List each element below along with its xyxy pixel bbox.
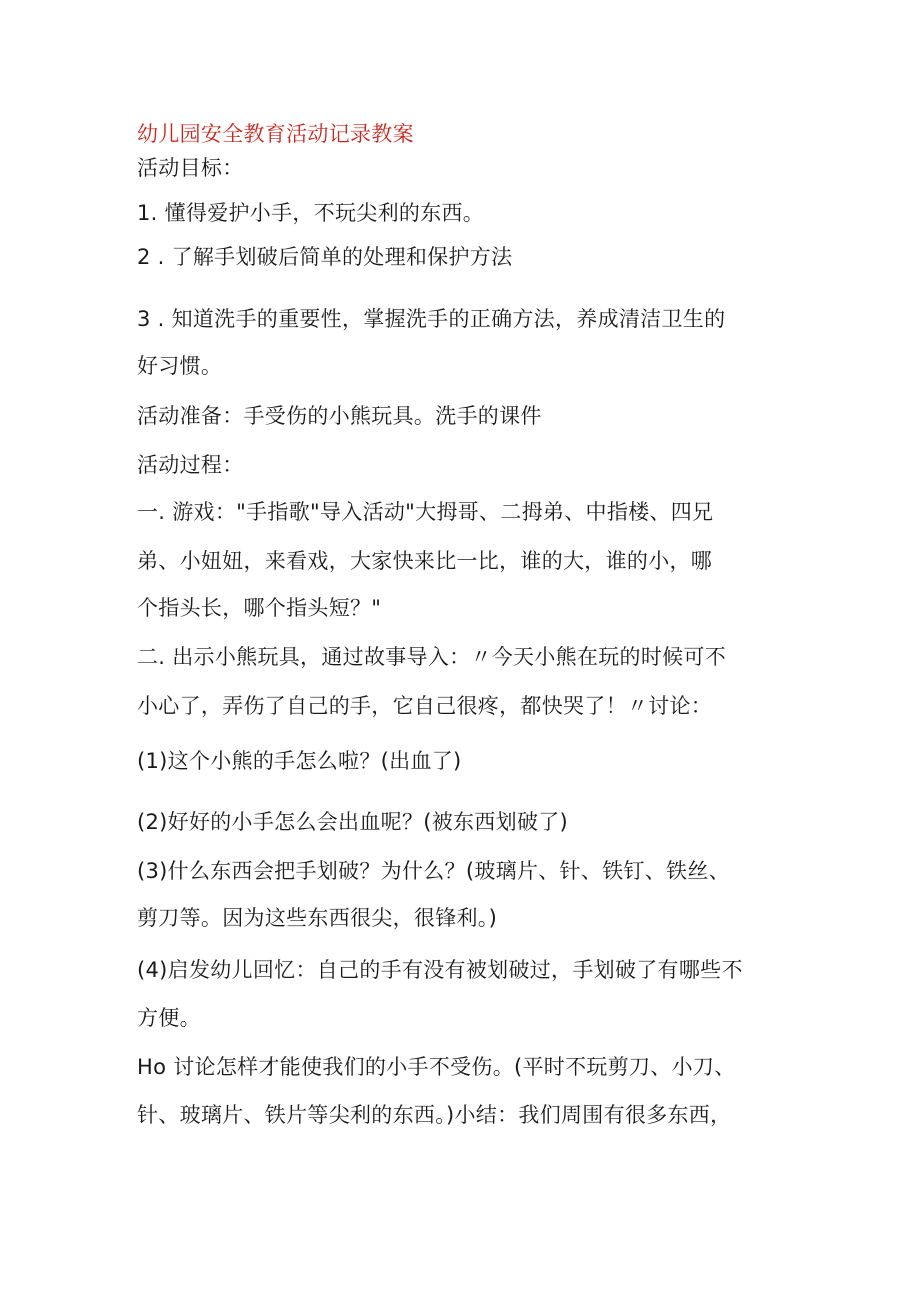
discussion-item-3: (3)什么东西会把手划破？为什么？(玻璃片、针、铁钉、铁丝、 (137, 859, 730, 883)
discussion-item-4: (4)启发幼儿回忆：自己的手有没有被划破过，手划破了有哪些不 (137, 958, 743, 982)
goal-item-3-cont: 好习惯。 (137, 354, 223, 378)
section-heading-goals: 活动目标： (137, 156, 244, 180)
discussion-item-4-cont: 方便。 (137, 1006, 201, 1030)
section-heading-preparation: 活动准备：手受伤的小熊玩具。洗手的课件 (137, 404, 542, 428)
process-step-1: 一. 游戏："手指歌"导入活动"大拇哥、二拇弟、中指楼、四兄 (137, 500, 714, 524)
goal-item-1: 1. 懂得爱护小手，不玩尖利的东西。 (137, 201, 485, 225)
discussion-item-5-cont: 针、玻璃片、铁片等尖利的东西。)小结：我们周围有很多东西， (137, 1103, 732, 1127)
process-step-2: 二. 出示小熊玩具，通过故事导入：〃今天小熊在玩的时候可不 (137, 645, 727, 669)
discussion-item-2: (2)好好的小手怎么会出血呢？(被东西划破了) (137, 810, 569, 834)
discussion-item-3-cont: 剪刀等。因为这些东西很尖，很锋利。) (137, 906, 498, 930)
process-step-1-cont2: 个指头长，哪个指头短？" (137, 596, 382, 620)
discussion-item-1: (1)这个小熊的手怎么啦？(出血了) (137, 749, 462, 773)
discussion-item-5: Ho 讨论怎样才能使我们的小手不受伤。(平时不玩剪刀、小刀、 (137, 1055, 736, 1079)
section-heading-process: 活动过程： (137, 453, 244, 477)
process-step-1-cont: 弟、小妞妞，来看戏，大家快来比一比，谁的大，谁的小，哪 (137, 549, 713, 573)
goal-item-2: 2 . 了解手划破后简单的处理和保护方法 (137, 245, 513, 269)
process-step-2-cont: 小心了，弄伤了自己的手，它自己很疼，都快哭了！〃讨论： (137, 694, 713, 718)
goal-item-3: 3 . 知道洗手的重要性，掌握洗手的正确方法，养成清洁卫生的 (137, 307, 726, 331)
document-title: 幼儿园安全教育活动记录教案 (137, 122, 414, 146)
